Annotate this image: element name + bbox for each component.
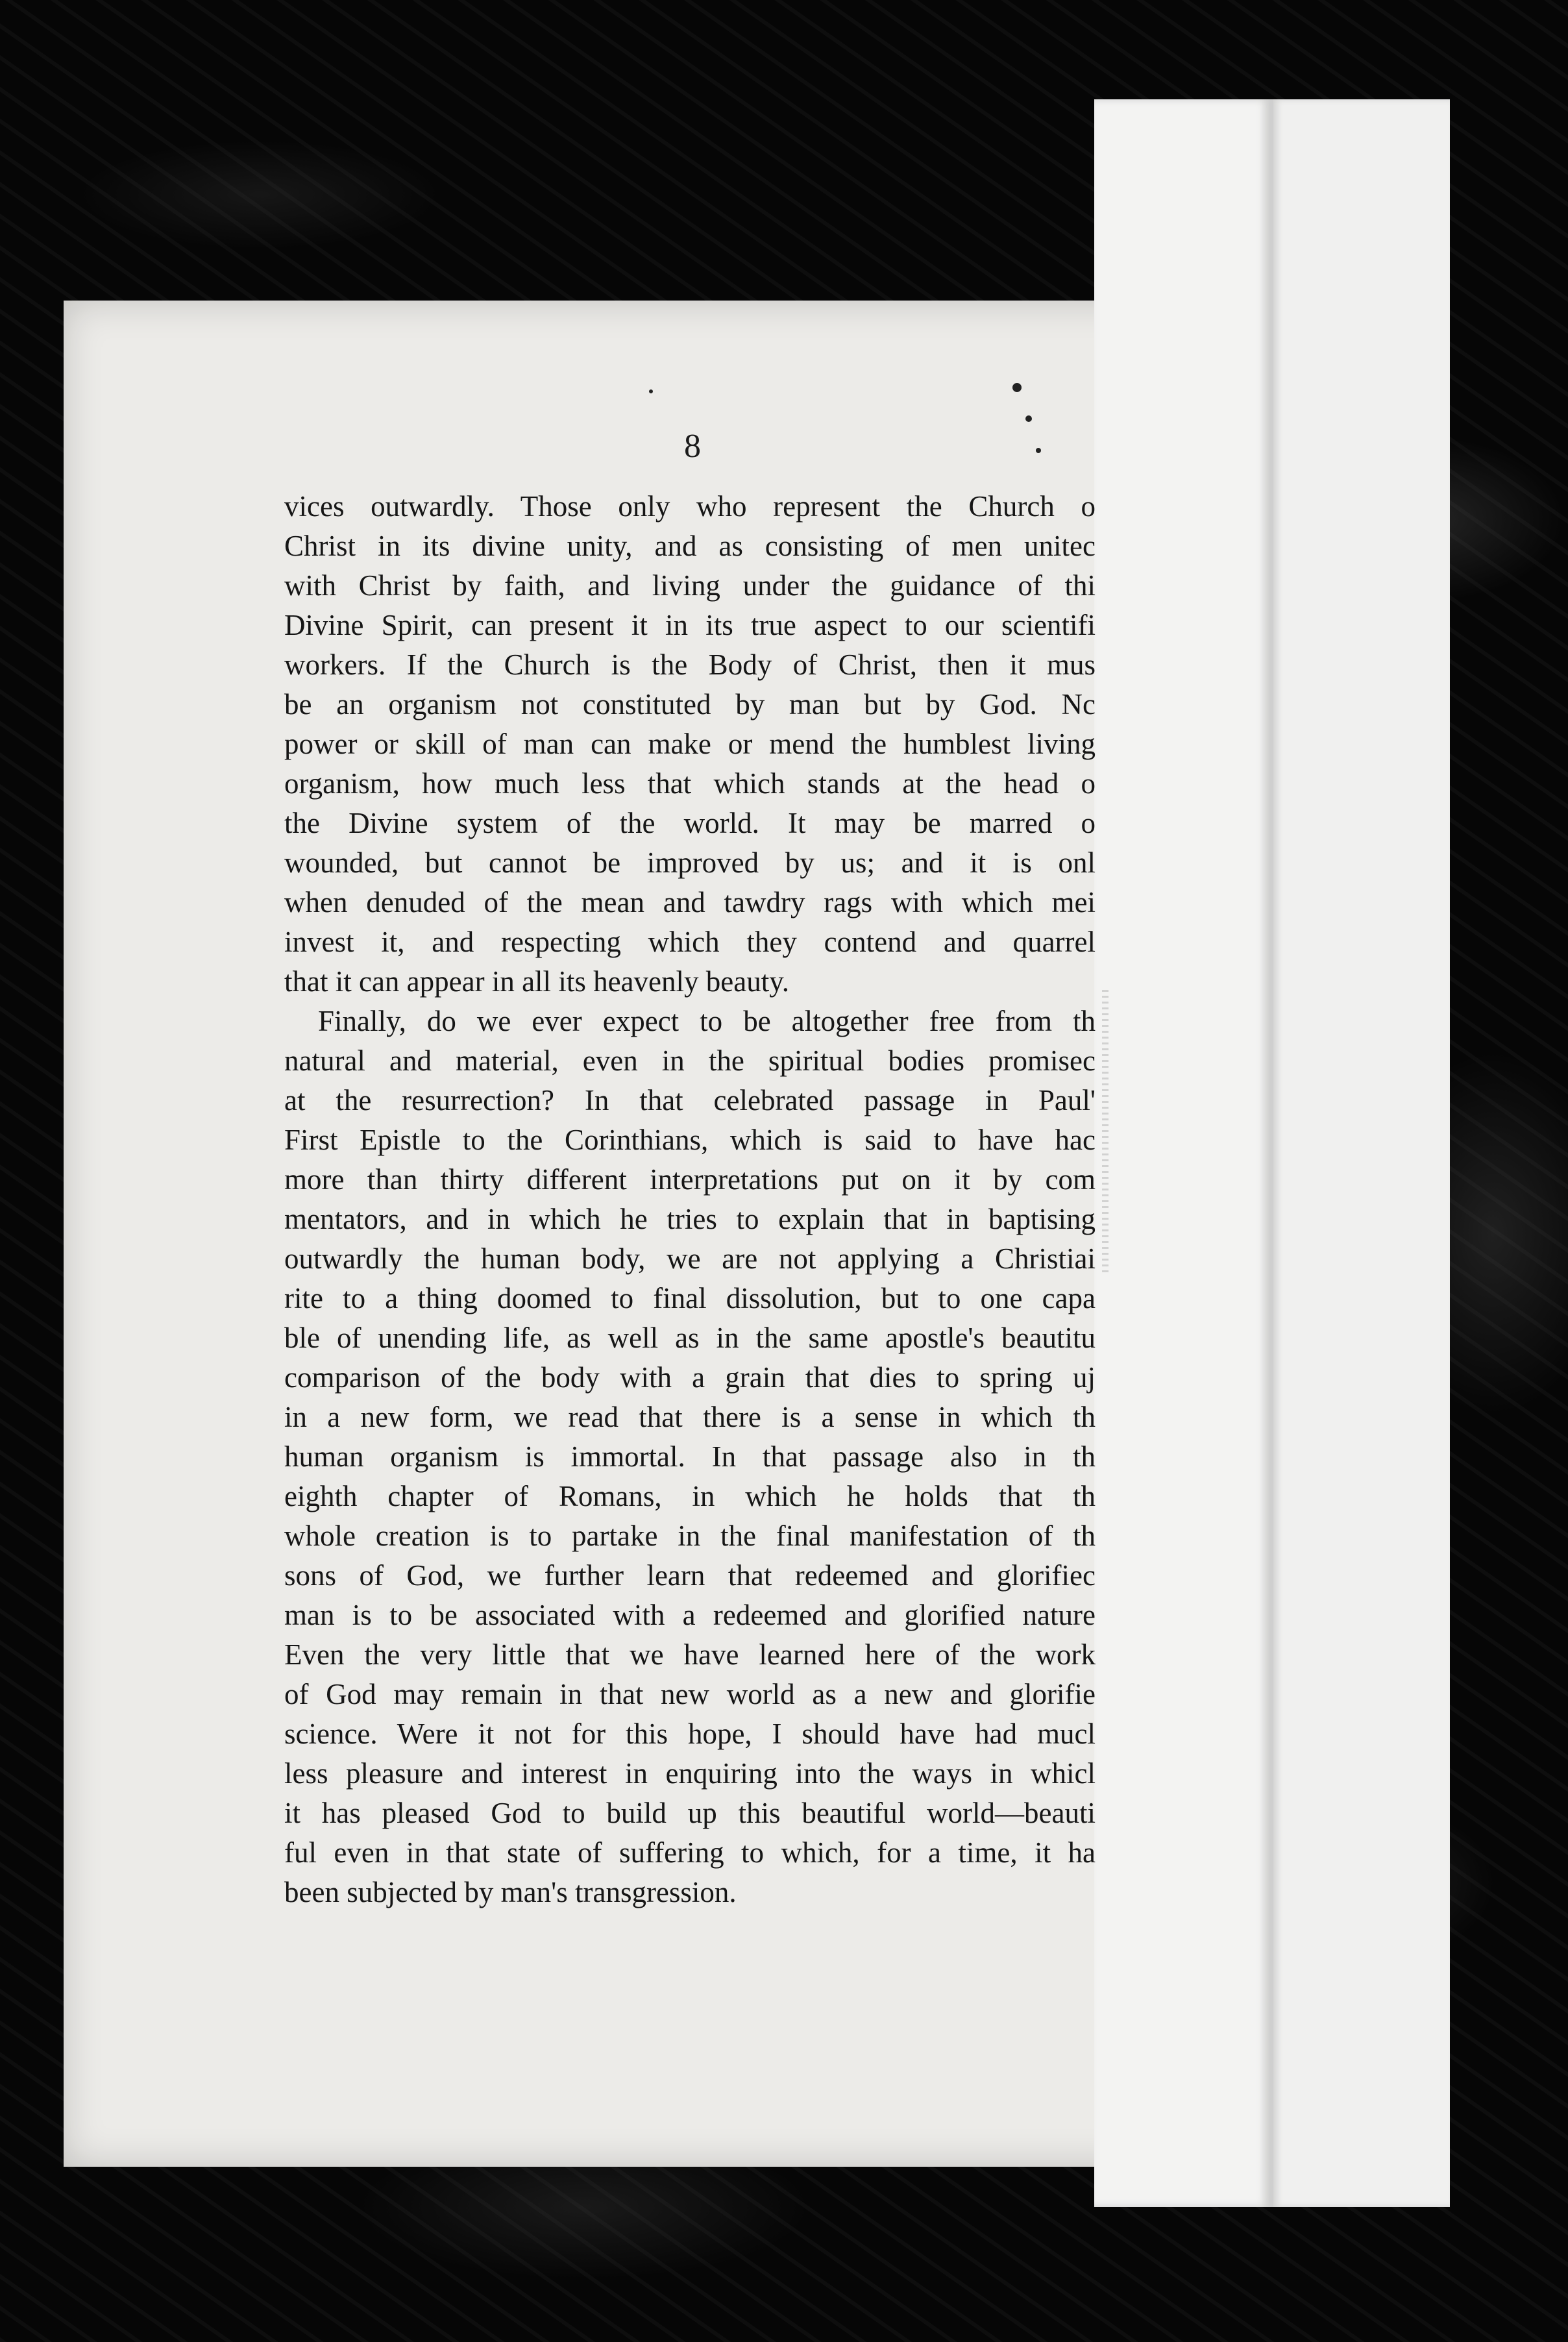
text-line: Christ in its divine unity, and as consisting of men unitec: [284, 530, 1096, 562]
ink-speck: [1036, 448, 1041, 453]
text-line: that it can appear in all its heavenly beauty.: [284, 965, 790, 998]
text-line: vices outwardly. Those only who represent the Church o: [284, 490, 1096, 523]
ink-speck: [1012, 383, 1022, 392]
text-line: wounded, but cannot be improved by us; and it is onl: [284, 846, 1096, 879]
text-line: ful even in that state of suffering to which, for a time, it ha: [284, 1836, 1096, 1869]
text-line: organism, how much less that which stands at the head o: [284, 767, 1096, 800]
text-line: less pleasure and interest in enquiring into the ways in whicl: [284, 1757, 1096, 1790]
text-line: ble of unending life, as well as in the same apostle's beautitu: [284, 1322, 1096, 1354]
text-line: whole creation is to partake in the final manifestation of th: [284, 1520, 1096, 1552]
text-line: sons of God, we further learn that redeemed and glorifiec: [284, 1559, 1096, 1592]
binding-strip-left: [1094, 99, 1269, 2207]
text-line: comparison of the body with a grain that dies to spring uj: [284, 1361, 1096, 1394]
text-line: outwardly the human body, we are not applying a Christiai: [284, 1242, 1096, 1275]
text-line: man is to be associated with a redeemed and glorified nature: [284, 1599, 1096, 1631]
text-line: more than thirty different interpretations put on it by com: [284, 1163, 1096, 1196]
text-line: human organism is immortal. In that passage also in th: [284, 1440, 1096, 1473]
text-line: been subjected by man's transgression.: [284, 1876, 737, 1908]
text-line: at the resurrection? In that celebrated passage in Paul': [284, 1084, 1096, 1116]
text-line: mentators, and in which he tries to explain that in baptising: [284, 1203, 1096, 1235]
ink-speck: [649, 389, 653, 393]
text-line: workers. If the Church is the Body of Christ, then it mus: [284, 648, 1096, 681]
ink-speck: [1025, 415, 1032, 422]
strip-edge-texture: [1102, 990, 1109, 1276]
text-line: natural and material, even in the spiritual bodies promisec: [284, 1044, 1096, 1077]
binding-strip-right: [1269, 99, 1450, 2207]
text-line: in a new form, we read that there is a sense in which th: [284, 1401, 1096, 1433]
text-line: it has pleased God to build up this beautiful world—beauti: [284, 1797, 1096, 1829]
text-line: invest it, and respecting which they contend and quarrel: [284, 926, 1096, 958]
text-line: power or skill of man can make or mend the humblest living: [284, 728, 1096, 760]
paragraph: [284, 1002, 1096, 1912]
body-text: [284, 487, 1096, 1929]
text-line: of God may remain in that new world as a new and glorifie: [284, 1678, 1096, 1710]
text-line: rite to a thing doomed to final dissolution, but to one capa: [284, 1282, 1096, 1314]
paragraph: [284, 487, 1096, 1002]
text-line: the Divine system of the world. It may be marred o: [284, 807, 1096, 839]
text-line: Divine Spirit, can present it in its true aspect to our scientifi: [284, 609, 1096, 641]
text-line: when denuded of the mean and tawdry rags with which mei: [284, 886, 1096, 918]
text-line: with Christ by faith, and living under the guidance of thi: [284, 569, 1096, 602]
text-line: science. Were it not for this hope, I should have had mucl: [284, 1718, 1096, 1750]
text-line: eighth chapter of Romans, in which he holds that th: [284, 1480, 1096, 1512]
page-number: 8: [684, 428, 701, 465]
text-line: be an organism not constituted by man but by God. Nc: [284, 688, 1096, 721]
text-line: First Epistle to the Corinthians, which is said to have hac: [284, 1124, 1096, 1156]
text-line: Finally, do we ever expect to be altogether free from th: [318, 1005, 1096, 1037]
text-line: Even the very little that we have learned here of the work: [284, 1638, 1096, 1671]
